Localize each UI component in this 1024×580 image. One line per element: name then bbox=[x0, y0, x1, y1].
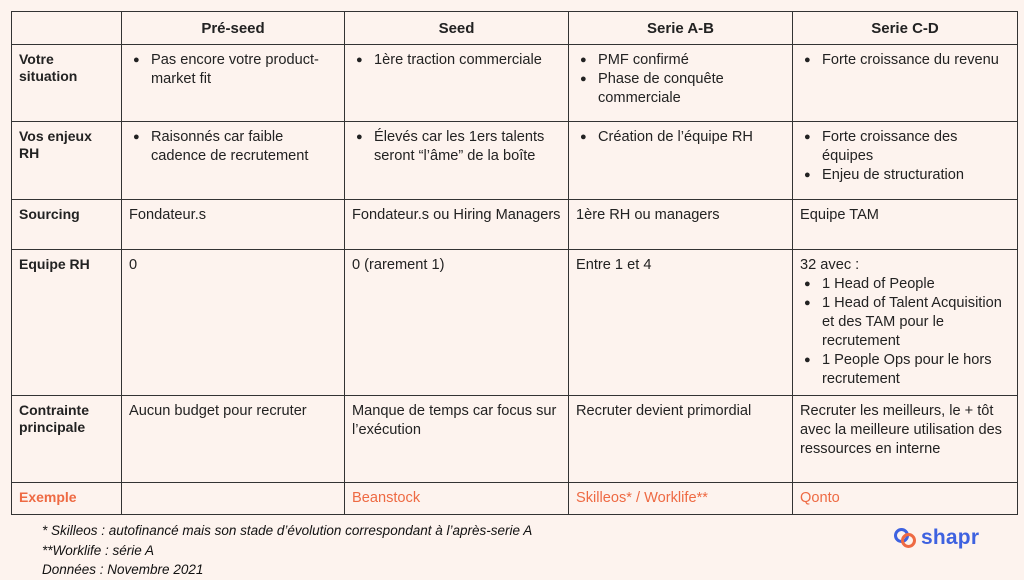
bullet-item: ● 1 Head of People bbox=[800, 275, 1011, 294]
example-cell: Skilleos* / Worklife** bbox=[569, 483, 793, 515]
table-cell bbox=[569, 122, 793, 200]
bullet-item: ● Création de l’équipe RH bbox=[576, 128, 786, 147]
row-sourcing bbox=[12, 200, 1018, 250]
row-enjeux bbox=[12, 122, 1018, 200]
header-corner bbox=[12, 12, 122, 45]
table-cell bbox=[569, 45, 793, 122]
header-row bbox=[12, 12, 1018, 45]
cell-intro: 32 avec : bbox=[800, 257, 860, 273]
shapr-logo-icon bbox=[893, 527, 917, 549]
table-cell bbox=[793, 122, 1018, 200]
comparison-table bbox=[11, 11, 1018, 515]
table-cell: 0 bbox=[122, 250, 345, 396]
table-cell: Aucun budget pour recruter bbox=[122, 396, 345, 483]
table-cell bbox=[122, 122, 345, 200]
table-cell: Recruter devient primordial bbox=[569, 396, 793, 483]
bullet-item: ● Raisonnés car faible cadence de recrutement bbox=[129, 128, 338, 166]
table-cell: Entre 1 et 4 bbox=[569, 250, 793, 396]
row-contrainte bbox=[12, 396, 1018, 483]
bullet-item: ● 1ère traction commerciale bbox=[352, 51, 562, 70]
row-label: Vos enjeux RH bbox=[12, 122, 122, 200]
table-cell bbox=[345, 45, 569, 122]
table-cell: Fondateur.s ou Hiring Managers bbox=[345, 200, 569, 250]
shapr-logo bbox=[893, 526, 979, 550]
bullet-item: ● Forte croissance du revenu bbox=[800, 51, 1011, 70]
table-cell: Equipe TAM bbox=[793, 200, 1018, 250]
example-cell: Beanstock bbox=[345, 483, 569, 515]
table-cell bbox=[793, 250, 1018, 396]
bullet-item: ● 1 Head of Talent Acquisition et des TAM pour le recrutement bbox=[800, 294, 1011, 351]
bullet-item: ● Phase de conquête commerciale bbox=[576, 70, 786, 108]
row-situation bbox=[12, 45, 1018, 122]
footnote-worklife: **Worklife : série A bbox=[42, 542, 155, 558]
table-cell: Fondateur.s bbox=[122, 200, 345, 250]
bullet-item: ● Forte croissance des équipes bbox=[800, 128, 1011, 166]
bullet-item: ● PMF confirmé bbox=[576, 51, 786, 70]
example-cell bbox=[122, 483, 345, 515]
bullet-item: ● Élevés car les 1ers talents seront “l’âme” de la boîte bbox=[352, 128, 562, 166]
footnote-date: Données : Novembre 2021 bbox=[42, 562, 204, 577]
table-cell: 1ère RH ou managers bbox=[569, 200, 793, 250]
bullet-item: ● 1 People Ops pour le hors recrutement bbox=[800, 351, 1011, 389]
table-cell: Manque de temps car focus sur l’exécution bbox=[345, 396, 569, 483]
row-label: Contrainte principale bbox=[12, 396, 122, 483]
row-label: Exemple bbox=[12, 483, 122, 515]
header-serie-a-b: Serie A-B bbox=[569, 12, 793, 45]
header-serie-c-d: Serie C-D bbox=[793, 12, 1018, 45]
logo-wordmark: shapr bbox=[921, 526, 980, 549]
row-label: Sourcing bbox=[12, 200, 122, 250]
bullet-item: ● Pas encore votre product-market fit bbox=[129, 51, 338, 89]
footnotes bbox=[42, 521, 532, 580]
table-cell: Recruter les meilleurs, le + tôt avec la meilleure utilisation des ressources en interne bbox=[793, 396, 1018, 483]
example-cell: Qonto bbox=[793, 483, 1018, 515]
bullet-item: ● Enjeu de structuration bbox=[800, 166, 1011, 185]
row-equipe-rh bbox=[12, 250, 1018, 396]
row-label: Votre situation bbox=[12, 45, 122, 122]
row-label: Equipe RH bbox=[12, 250, 122, 396]
table-cell bbox=[345, 122, 569, 200]
row-exemple bbox=[12, 483, 1018, 515]
header-seed: Seed bbox=[345, 12, 569, 45]
table-cell bbox=[122, 45, 345, 122]
header-pre-seed: Pré-seed bbox=[122, 12, 345, 45]
table-cell: 0 (rarement 1) bbox=[345, 250, 569, 396]
footnote-skilleos: * Skilleos : autofinancé mais son stade d’évolution correspondant à l’après-serie A bbox=[42, 523, 533, 538]
table-cell bbox=[793, 45, 1018, 122]
